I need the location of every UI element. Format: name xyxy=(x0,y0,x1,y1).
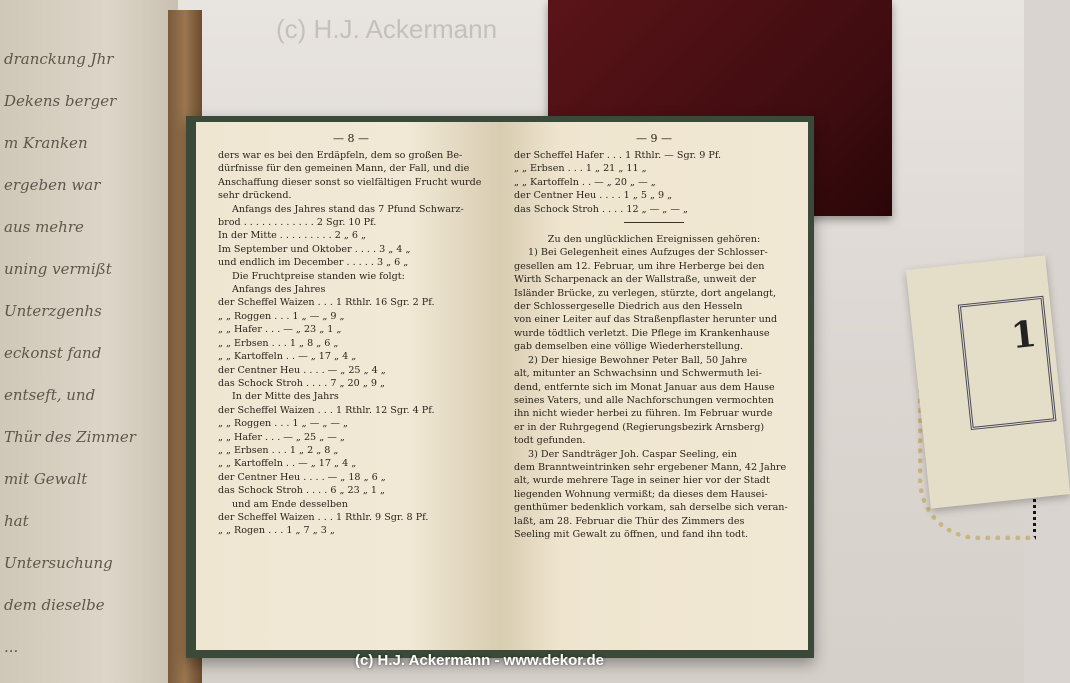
price-line: der Centner Heu . . . . 1 „ 5 „ 9 „ xyxy=(514,190,673,202)
handwritten-line: ... xyxy=(4,638,19,656)
right-page-body xyxy=(514,246,794,541)
text-line: der Centner Heu . . . . — „ 18 „ 6 „ xyxy=(218,471,386,483)
text-line: 3) Der Sandträger Joh. Caspar Seeling, ein xyxy=(528,448,737,460)
text-line: das Schock Stroh . . . . 6 „ 23 „ 1 „ xyxy=(218,485,385,497)
handwritten-line: mit Gewalt xyxy=(4,470,88,488)
text-line: dürfnisse für den gemeinen Mann, der Fall, und die xyxy=(218,163,470,175)
text-line: Isländer Brücke, zu verlegen, stürzte, dort angelangt, xyxy=(514,287,777,299)
price-line: „ „ Kartoffeln . . — „ 20 „ — „ xyxy=(514,176,656,188)
text-line: der Scheffel Waizen . . . 1 Rthlr. 16 Sgr. 2 Pf. xyxy=(218,297,435,309)
text-line: „ „ Hafer . . . — „ 23 „ 1 „ xyxy=(218,324,342,336)
page-left xyxy=(196,122,498,650)
text-line: „ „ Roggen . . . 1 „ — „ 9 „ xyxy=(218,310,345,322)
text-line: Wirth Scharpenack an der Wallstraße, unweit der xyxy=(514,274,756,286)
section-divider xyxy=(624,222,684,223)
text-line: brod . . . . . . . . . . . . 2 Sgr. 10 Pf. xyxy=(218,217,377,229)
text-line: genthümer bedenklich vorkam, sah derselbe sich veran- xyxy=(514,502,788,514)
right-page-heading: Zu den unglücklichen Ereignissen gehören: xyxy=(547,234,761,246)
handwritten-line: m Kranken xyxy=(4,134,88,152)
text-line: gab demselben eine völlige Wiederherstellung. xyxy=(514,341,744,353)
text-line: In der Mitte . . . . . . . . . 2 „ 6 „ xyxy=(218,230,366,242)
text-line: „ „ Kartoffeln . . — „ 17 „ 4 „ xyxy=(218,458,357,470)
page-right xyxy=(498,122,808,650)
page-number-right: — 9 — xyxy=(636,132,672,145)
text-line: wurde tödtlich verletzt. Die Pflege im Krankenhause xyxy=(514,327,770,339)
handwritten-manuscript xyxy=(0,0,178,683)
printed-card xyxy=(906,255,1070,508)
text-line: Anschaffung dieser sonst so vielfältigen Frucht wurde xyxy=(218,176,482,188)
handwritten-line: Untersuchung xyxy=(4,554,113,572)
handwritten-line: Dekens berger xyxy=(4,92,117,110)
price-line: „ „ Erbsen . . . 1 „ 21 „ 11 „ xyxy=(514,163,647,175)
open-booklet xyxy=(186,116,814,658)
handwritten-line: hat xyxy=(4,512,29,530)
text-line: alt, mitunter an Schwachsinn und Schwermuth lei- xyxy=(514,368,762,380)
handwritten-line: Unterzgenhs xyxy=(4,302,102,320)
text-line: der Scheffel Waizen . . . 1 Rthlr. 12 Sgr. 4 Pf. xyxy=(218,404,435,416)
text-line: und endlich im December . . . . . 3 „ 6 „ xyxy=(218,257,409,269)
text-line: laßt, am 28. Februar die Thür des Zimmers des xyxy=(514,515,745,527)
text-line: ders war es bei den Erdäpfeln, dem so großen Be- xyxy=(218,150,463,161)
text-line: der Centner Heu . . . . — „ 25 „ 4 „ xyxy=(218,364,386,376)
text-line: dend, entfernte sich im Monat Januar aus dem Hause xyxy=(514,381,775,393)
text-line: ihn nicht wieder herbei zu führen. Im Februar wurde xyxy=(514,408,773,420)
left-page-text xyxy=(218,149,484,538)
text-line: liegenden Wohnung vermißt; da dieses dem Hausei- xyxy=(514,488,768,500)
text-line: der Schlossergeselle Diedrich aus den Hesseln xyxy=(514,301,743,313)
text-line: „ „ Hafer . . . — „ 25 „ — „ xyxy=(218,431,345,443)
page-number-left: — 8 — xyxy=(333,132,369,145)
text-line: Im September und Oktober . . . . 3 „ 4 „ xyxy=(218,243,411,255)
handwritten-line: uning vermißt xyxy=(4,260,112,278)
handwritten-line: entseft, und xyxy=(4,386,96,404)
text-line: dem Branntweintrinken sehr ergebener Mann, 42 Jahre xyxy=(514,461,787,473)
watermark-bottom: (c) H.J. Ackermann - www.dekor.de xyxy=(355,652,604,669)
text-line: sehr drückend. xyxy=(218,190,292,202)
text-line: Anfangs des Jahres xyxy=(232,284,326,296)
text-line: „ „ Erbsen . . . 1 „ 2 „ 8 „ xyxy=(218,444,339,456)
text-line: und am Ende desselben xyxy=(232,498,348,510)
text-line: „ „ Roggen . . . 1 „ — „ — „ xyxy=(218,418,348,430)
text-line: gesellen am 12. Februar, um ihre Herberge bei den xyxy=(514,260,765,272)
text-line: Anfangs des Jahres stand das 7 Pfund Schwarz- xyxy=(232,203,464,215)
card-numeral: 1 xyxy=(1009,312,1039,358)
text-line: „ „ Kartoffeln . . — „ 17 „ 4 „ xyxy=(218,351,357,363)
text-line: Seeling mit Gewalt zu öffnen, und fand ihn todt. xyxy=(514,528,749,540)
text-line: „ „ Rogen . . . 1 „ 7 „ 3 „ xyxy=(218,525,335,537)
handwritten-line: ergeben war xyxy=(4,176,101,194)
text-line: das Schock Stroh . . . . 7 „ 20 „ 9 „ xyxy=(218,377,385,389)
text-line: von einer Leiter auf das Straßenpflaster herunter und xyxy=(514,314,778,326)
text-line: er in der Ruhrgegend (Regierungsbezirk Arnsberg) xyxy=(514,421,765,433)
handwritten-line: Thür des Zimmer xyxy=(4,428,136,446)
handwritten-line: dranckung Jhr xyxy=(4,50,114,68)
text-line: alt, wurde mehrere Tage in seiner hier vor der Stadt xyxy=(514,475,770,487)
text-line: In der Mitte des Jahrs xyxy=(232,391,339,403)
price-line: das Schock Stroh . . . . 12 „ — „ — „ xyxy=(514,203,688,215)
text-line: Die Fruchtpreise standen wie folgt: xyxy=(232,270,405,282)
handwritten-line: dem dieselbe xyxy=(4,596,105,614)
right-page-prices xyxy=(514,149,794,216)
handwritten-line: eckonst fand xyxy=(4,344,102,362)
text-line: „ „ Erbsen . . . 1 „ 8 „ 6 „ xyxy=(218,337,339,349)
ornamental-frame xyxy=(958,296,1057,430)
text-line: todt gefunden. xyxy=(514,435,586,447)
handwritten-line: aus mehre xyxy=(4,218,84,236)
text-line: der Scheffel Waizen . . . 1 Rthlr. 9 Sgr. 8 Pf. xyxy=(218,511,429,523)
price-line: der Scheffel Hafer . . . 1 Rthlr. — Sgr. 9 Pf. xyxy=(514,150,722,161)
text-line: seines Vaters, und alle Nachforschungen vermochten xyxy=(514,394,774,406)
watermark-top: (c) H.J. Ackermann xyxy=(276,14,498,44)
text-line: 1) Bei Gelegenheit eines Aufzuges der Schlosser- xyxy=(528,247,768,259)
text-line: 2) Der hiesige Bewohner Peter Ball, 50 Jahre xyxy=(528,354,748,366)
